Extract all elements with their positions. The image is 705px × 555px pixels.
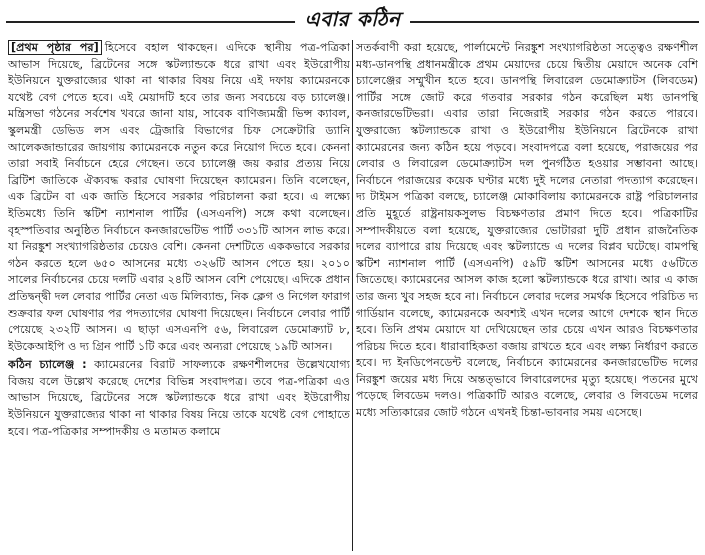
article-column-right — [356, 40, 698, 553]
column-divider — [352, 40, 353, 551]
page-headline: এবার কঠিন — [295, 2, 411, 36]
paragraph-text: ক্যামেরনের বিরাট সাফল্যকে রক্ষণশীলদের উল্লেখযোগ্য বিজয় বলে উল্লেখ করেছে দেশের বিভিন্ন সংবাদপত্র। তবে পত্র-পত্রিকা এও আভাস দিয়েছে, ব্রিটেনের সঙ্গে স্কটল্যান্ডকে ধরে রাখা এবং ইউরোপীয় ইউনিয়নে যুক্তরাজ্যের থাকা না থাকার বিষয় নিয়ে তাকে যথেষ্ট বেগ পোহাতে হবে। পত্র-পত্রিকার সম্পাদকীয় ও মতামত কলামে — [8, 358, 350, 438]
article-paragraph — [8, 357, 350, 440]
paragraph-text: হিসেবে বহাল থাকছেন। এদিকে স্থানীয় পত্র-পত্রিকা আভাস দিয়েছে, ব্রিটেনের সঙ্গে স্কটল্যান্ডকে ধরে রাখা এবং ইউরোপীয় ইউনিয়নে যুক্তরাজ্যের থাকা না থাকার বিষয় নিয়ে এই দফায় ক্যামেরনকে যথেষ্ট বেগ পেতে হবে। এই মেয়াদটি হবে তার জন্য সবচেয়ে বড় চ্যালেঞ্জ। মন্ত্রিসভা গঠনের সর্বশেষ খবরে জানা যায়, সাবেক বাণিজ্যমন্ত্রী ভিন্স ক্যাবল, স্কুলমন্ত্রী ডেভিড লস এবং ট্রেজারি বিভাগের চিফ সেক্রেটারি ড্যানি আলেকজান্ডারের জায়গায় ক্যামেরনকে নতুন করে নিয়োগ দিতে হবে। কেননা তারা সবাই নির্বাচনে হেরে গেছেন। তবে চ্যালেঞ্জ জয় করার প্রত্যয় নিয়ে ব্রিটিশ জাতিকে ঐক্যবদ্ধ করার ঘোষণা দিয়েছেন ক্যামেরন। তিনি বলেছেন, এক ব্রিটেন বা এক জাতি হিসেবে সরকার পরিচালনা করা হবে। এ লক্ষ্যে ইতিমধ্যে তিনি স্কটিশ ন্যাশনাল পার্টির (এসএনপি) সঙ্গে কথা বলেছেন। বৃহস্পতিবার অনুষ্ঠিত নির্বাচনে কনজারভেটিভ পার্টি ৩৩১টি আসন লাভ করে। যা নিরঙ্কুশ সংখ্যাগরিষ্ঠতার চেয়েও বেশি। কেননা দেশটিতে এককভাবে সরকার গঠন করতে হলে ৬৫০ আসনের মধ্যে ৩২৬টি আসন পেতে হয়। ২০১০ সালের নির্বাচনের চেয়ে দলটি এবার ২৪টি আসন বেশি পেয়েছে। এদিকে প্রধান প্রতিদ্বন্দ্বী দল লেবার পার্টির নেতা এড মিলিব্যান্ড, নিক ক্লেগ ও নিগেল ফারাগ শুক্রবার ফল ঘোষণার পর পদত্যাগের ঘোষণা দিয়েছেন। নির্বাচনে লেবার পার্টি পেয়েছে ২৩২টি আসন। এ ছাড়া এসএনপি ৫৬, লিবারেল ডেমোক্র্যাট ৮, ইউকেআইপি ও দ্য গ্রিন পার্টি ১টি করে এবং অন্যরা পেয়েছে ১৯টি আসন। — [8, 41, 350, 353]
article-column-left — [8, 40, 350, 553]
subheading: কঠিন চ্যালেঞ্জ : — [8, 358, 87, 372]
paragraph-text: সতর্কবাণী করা হয়েছে, পার্লামেন্টে নিরঙ্কুশ সংখ্যাগরিষ্ঠতা সত্ত্বেও রক্ষণশীল মধ্য-ডানপন্থি প্রধানমন্ত্রীকে প্রথম মেয়াদের চেয়ে দ্বিতীয় মেয়াদে অনেক বেশি চ্যালেঞ্জের সম্মুখীন হতে হবে। ডানপন্থি লিবারেল ডেমোক্র্যাটস (লিবডেম) পার্টির সঙ্গে জোট করে গতবার সরকার গঠন করেছিল মধ্য ডানপন্থি কনজারভেটিভরা। এবার তারা নিজেরাই সরকার গঠন করতে পারবে। যুক্তরাজ্যে স্কটল্যান্ডকে রাখা ও ইউরোপীয় ইউনিয়নে ব্রিটেনকে রাখা ক্যামেরনের জন্য কঠিন হয়ে পড়বে। সংবাদপত্রে বলা হয়েছে, পরাজয়ের পর লেবার ও লিবারেল ডেমোক্র্যাটস দল পুনর্গঠিত হওয়ার সম্ভাবনা আছে। নির্বাচনে পরাজয়ের কয়েক ঘণ্টার মধ্যে দুই দলের নেতারা পদত্যাগ করেছেন। দ্য টাইমস পত্রিকা বলছে, চ্যালেঞ্জ মোকাবিলায় ক্যামেরনকে রাষ্ট্র পরিচালনার প্রতি মুহূর্তে রাষ্ট্রনায়কসুলভ বিচক্ষণতার প্রমাণ দিতে হবে। পত্রিকাটির সম্পাদকীয়তে বলা হয়েছে, যুক্তরাজ্যের ভোটাররা দুটি প্রধান রাজনৈতিক দলের ব্যাপারে রায় দিয়েছে এবং স্কটল্যান্ডে এ দলের বিপ্লব ঘটেছে। বামপন্থি স্কটিশ ন্যাশনাল পার্টি (এসএনপি) ৫৯টি স্কটিশ আসনের মধ্যে ৫৬টিতে জিতেছে। ক্যামেরনের আসল কাজ হলো স্কটল্যান্ডকে ধরে রাখা। আর এ কাজ তার জন্য খুব সহজ হবে না। নির্বাচনে লেবার দলের সমর্থক হিসেবে পরিচিত দ্য গার্ডিয়ান বলেছে, ক্যামেরনকে অবশ্যই এখন দলের আগে দেশকে স্থান দিতে হবে। তিনি প্রথম মেয়াদে যা দেখিয়েছেন তার চেয়ে এখন আরও বিচক্ষণতার পরিচয় দিতে হবে। ধারাবাহিকতা বজায় রাখতে হবে এবং লক্ষ্য নির্ধারণ করতে হবে। দ্য ইনডিপেনডেন্ট বলেছে, নির্বাচনে ক্যামেরনের কনজারভেটিভ দলের নিরঙ্কুশ জয়ের মধ্য দিয়ে অন্তত্ভাবে লিবারেলদের মৃত্যু হয়েছে। পতনের মুখে পড়েছে লিবডেম দলও। পত্রিকাটি আরও বলেছে, লেবার ও লিবডেম দলের মধ্যে সত্যিকারের জোট গঠনে এখনই চিন্তা-ভাবনার সময় এসেছে। — [356, 41, 698, 420]
continuation-tag: [প্রথম পৃষ্ঠার পর] — [8, 40, 102, 55]
article-paragraph — [8, 40, 350, 355]
